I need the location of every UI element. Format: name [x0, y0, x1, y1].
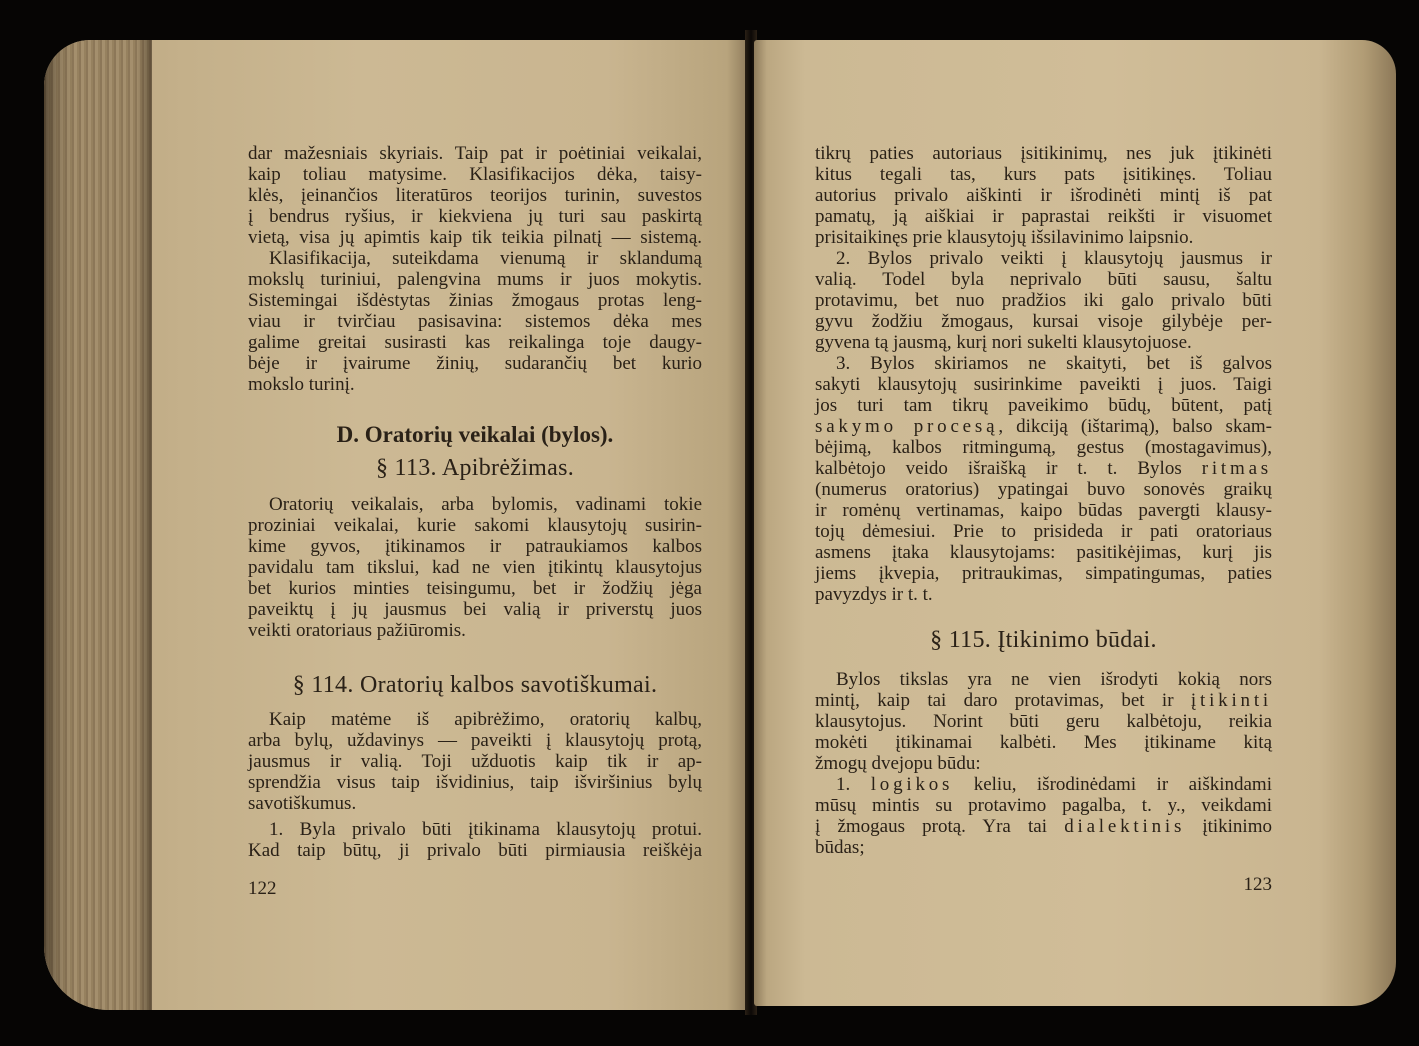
text-line: mokslų turiniui, palengvina mums ir juos mokytis.	[248, 269, 702, 290]
text-line: sakyti klausytojų susirinkime paveikti į juos. Taigi	[815, 374, 1272, 395]
left-page	[44, 40, 748, 1010]
emphasized-text: sakymo procesą	[815, 416, 999, 437]
paragraph	[248, 143, 702, 395]
text-line: kitus tegali tas, kurs pats įsitikinęs. Toliau	[815, 164, 1272, 185]
page-edge-stack	[44, 40, 152, 1010]
text-line: Bylos tikslas yra ne vien išrodyti kokią nors	[836, 669, 1272, 690]
text-line: jausmus ir valią. Toji užduotis kaip tik ir ap-	[248, 751, 702, 772]
text-line: tojų dėmesiui. Prie to prisideda ir pati oratoriaus	[815, 521, 1272, 542]
text-line: 2. Bylos privalo veikti į klausytojų jausmus ir	[836, 248, 1272, 269]
text-segment: įtikinimo	[1185, 816, 1272, 837]
paragraph	[248, 819, 702, 861]
paragraph	[815, 774, 1272, 858]
emphasized-text: logikos	[870, 774, 954, 795]
chapter-heading: D. Oratorių veikalai (bylos).	[336, 422, 614, 447]
text-line: kime gyvos, įtikinamos ir patraukiamos kalbos	[248, 536, 702, 557]
text-line: 3. Bylos skiriamos ne skaityti, bet iš galvos	[836, 353, 1272, 374]
text-line: vietą, visa jų apimtis kaip tik teikia pilnatį — sistemą.	[248, 227, 702, 248]
paragraph	[815, 353, 1272, 605]
text-segment: kalbėtojo veido išraišką ir t. t. Bylos	[815, 458, 1202, 479]
text-line: klausytojus. Norint būti geru kalbėtoju, reikia	[815, 711, 1272, 732]
text-line	[815, 774, 1272, 795]
right-page	[754, 40, 1396, 1006]
paragraph	[815, 143, 1272, 248]
text-line: jos turi tam tikrų paveikimo būdų, būtent, patį	[815, 395, 1272, 416]
text-line: veikti oratoriaus pažiūromis.	[248, 620, 466, 641]
text-line: ir romėnų vertinamas, kaipo būdas pavergti klausy-	[815, 500, 1272, 521]
text-segment: keliu, išrodinėdami ir aiškindami	[953, 774, 1272, 795]
text-line: bėjimą, kalbos ritmingumą, gestus (mostagavimus),	[815, 437, 1272, 458]
emphasized-text: dialektinis	[1064, 816, 1186, 837]
text-line: dar mažesniais skyriais. Taip pat ir poėtiniai veikalai,	[248, 143, 702, 164]
text-line: autorius privalo aiškinti ir išrodinėti mintį iš pat	[815, 185, 1272, 206]
text-line: Oratorių veikalais, arba bylomis, vadinami tokie	[269, 494, 702, 515]
section-heading: § 113. Apibrėžimas.	[375, 455, 575, 481]
text-line	[815, 416, 1272, 437]
text-line: tikrų paties autoriaus įsitikinimų, nes juk įtikinėti	[815, 143, 1272, 164]
text-line: bet kurios minties teisingumu, bet ir žodžių jėga	[248, 578, 702, 599]
section-heading: § 115. Įtikinimo būdai.	[930, 627, 1157, 653]
text-line: protavimu, bet nuo pradžios iki galo privalo būti	[815, 290, 1272, 311]
text-line: viau ir tvirčiau pasisavina: sistemos dėka mes	[248, 311, 702, 332]
text-line	[815, 458, 1272, 479]
text-line	[815, 816, 1272, 837]
text-line: valią. Todel byla neprivalo būti sausu, šaltu	[815, 269, 1272, 290]
paragraph	[815, 248, 1272, 353]
text-line: gyvu žodžiu žmogaus, kursai visoje gilybėje per-	[815, 311, 1272, 332]
text-line: (numerus oratorius) ypatingai buvo sonovės graikų	[815, 479, 1272, 500]
text-line: proziniai veikalai, kurie sakomi klausytojų susirin-	[248, 515, 702, 536]
text-line: pavyzdys ir t. t.	[815, 584, 933, 605]
text-line: savotiškumus.	[248, 793, 357, 814]
text-line: Kad taip būtų, ji privalo būti pirmiausia reiškėja	[248, 840, 702, 861]
text-segment: į žmogaus protą. Yra tai	[815, 816, 1065, 837]
text-line: būdas;	[815, 837, 865, 858]
page-number: 122	[248, 878, 277, 899]
text-line: galime greitai susirasti kas reikalinga toje daugy-	[248, 332, 702, 353]
text-line: mūsų mintis su protavimo pagalba, t. y., veikdami	[815, 795, 1272, 816]
text-line	[815, 690, 1272, 711]
text-line: žmogų dvejopu būdu:	[815, 753, 981, 774]
page-number: 123	[1243, 874, 1272, 895]
emphasized-text: įtikinti	[1190, 690, 1272, 711]
text-segment: , dikciją (ištarimą), balso skam-	[998, 416, 1272, 437]
text-line: mokslo turinį.	[248, 374, 355, 395]
text-line: pamatų, ją aiškiai ir paprastai reikšti ir visuomet	[815, 206, 1272, 227]
text-line: arba bylų, uždavinys — paveikti į klausytojų protą,	[248, 730, 702, 751]
text-line: gyvena tą jausmą, kurį nori sukelti klausytojuose.	[815, 332, 1192, 353]
text-line: mokėti įtikinamai kalbėti. Mes įtikiname kitą	[815, 732, 1272, 753]
text-line: jiems įkvepia, pritraukimas, simpatingumas, paties	[815, 563, 1272, 584]
text-line: 1. Byla privalo būti įtikinama klausytojų protui.	[269, 819, 702, 840]
emphasized-text: ritmas	[1201, 458, 1272, 479]
text-line: pavidalu tam tikslui, kad ne vien įtikintų klausytojus	[248, 557, 702, 578]
text-line: Sistemingai išdėstytas žinias žmogaus protas leng-	[248, 290, 702, 311]
text-line: asmens įtaka klausytojams: pasitikėjimas, kurį jis	[815, 542, 1272, 563]
text-line: bėje ir įvairume žinių, sudarančių bet kurio	[248, 353, 702, 374]
text-line: paveiktų į jų jausmus bei valią ir priverstų juos	[248, 599, 702, 620]
text-line: kaip toliau matysime. Klasifikacijos dėka, taisy-	[248, 164, 702, 185]
section-heading: § 114. Oratorių kalbos savotiškumai.	[292, 672, 658, 698]
text-line: į bendrus ryšius, ir kiekviena jų turi sau paskirtą	[248, 206, 702, 227]
text-segment: 1.	[836, 774, 871, 795]
text-line: Klasifikacija, suteikdama vienumą ir sklandumą	[269, 248, 702, 269]
text-line: klės, įeinančios literatūros teorijos turinin, suvestos	[248, 185, 702, 206]
text-line: prisitaikinęs prie klausytojų išsilavinimo laipsnio.	[815, 227, 1194, 248]
paragraph	[248, 494, 702, 641]
text-line: Kaip matėme iš apibrėžimo, oratorių kalbų,	[269, 709, 702, 730]
paragraph	[248, 709, 702, 814]
text-line: sprendžia visus taip išvidinius, taip išviršinius bylų	[248, 772, 702, 793]
paragraph	[815, 669, 1272, 774]
text-segment: mintį, kaip tai daro protavimas, bet ir	[815, 690, 1191, 711]
